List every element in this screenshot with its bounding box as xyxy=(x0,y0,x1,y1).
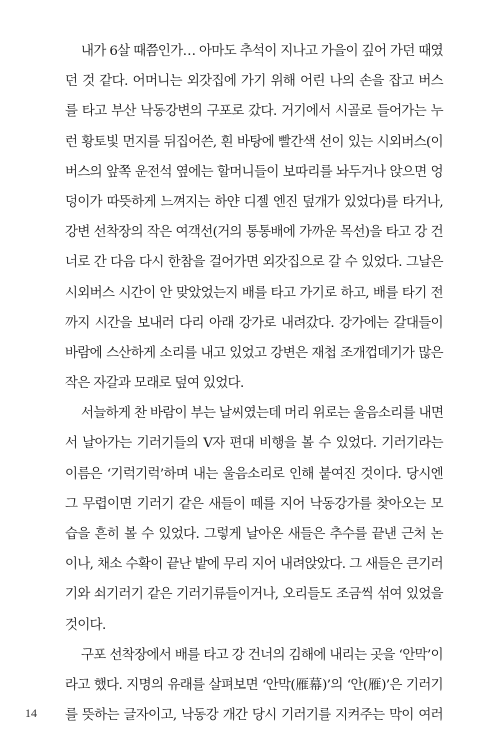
text-line: 구포 선착장에서 배를 타고 강 건너의 김해에 내리는 곳을 ‘안막’이 xyxy=(81,647,443,663)
text-line: 서늘하게 찬 바람이 부는 날씨였는데 머리 위로는 울음소리를 내면 xyxy=(81,406,444,422)
text-line: 강변 선착장의 작은 여객선(거의 통통배에 가까운 목선)을 타고 강 건 xyxy=(65,225,443,241)
text-line: 이름은 ‘기럭기럭’하며 내는 울음소리로 인해 붙여진 것이다. 당시엔 xyxy=(65,466,443,482)
text-line: 서 날아가는 기러기들의 V자 편대 비행을 볼 수 있었다. 기러기라는 xyxy=(65,436,443,452)
text-line: 바람에 스산하게 소리를 내고 있었고 강변은 재첩 조개껍데기가 많은 xyxy=(65,345,443,361)
text-line: 까지 시간을 보내러 다리 아래 강가로 내려갔다. 강가에는 갈대들이 xyxy=(65,315,443,331)
text-line: 버스의 앞쪽 운전석 옆에는 할머니들이 보따리를 놔두거나 앉으면 엉 xyxy=(65,164,443,180)
text-line: 덩이가 따뜻하게 느껴지는 하얀 디젤 엔진 덮개가 있었다)를 타거나, xyxy=(65,194,443,210)
text-line: 를 타고 부산 낙동강변의 구포로 갔다. 거기에서 시골로 들어가는 누 xyxy=(65,104,443,120)
text-line: 를 뜻하는 글자이고, 낙동강 개간 당시 기러기를 지켜주는 막이 여러 xyxy=(65,708,443,724)
text-line: 이나, 채소 수확이 끝난 밭에 무리 지어 내려앉았다. 그 새들은 큰기러 xyxy=(65,557,443,573)
page-number: 14 xyxy=(25,706,37,720)
text-line: 던 것 같다. 어머니는 외갓집에 가기 위해 어린 나의 손을 잡고 버스 xyxy=(65,74,443,90)
text-line: 기와 쇠기러기 같은 기러기류들이거나, 오리들도 조금씩 섞여 있었을 xyxy=(65,587,443,603)
text-line: 너로 간 다음 다시 한참을 걸어가면 외갓집으로 갈 수 있었다. 그날은 xyxy=(65,255,443,271)
text-line: 그 무렵이면 기러기 같은 새들이 떼를 지어 낙동강가를 찾아오는 모 xyxy=(65,496,443,512)
text-line: 라고 했다. 지명의 유래를 살펴보면 ‘안막(雁幕)’의 ‘안(雁)’은 기러기 xyxy=(65,677,443,693)
text-line: 작은 자갈과 모래로 덮여 있었다. xyxy=(65,376,244,392)
text-line: 습을 흔히 볼 수 있었다. 그렇게 날아온 새들은 추수를 끝낸 근처 논 xyxy=(65,527,443,542)
text-line: 런 황토빛 먼지를 뒤집어쓴, 흰 바탕에 빨간색 선이 있는 시외버스(이 xyxy=(65,134,443,150)
body-text xyxy=(65,37,443,731)
text-line: 내가 6살 때쯤인가… 아마도 추석이 지나고 가을이 깊어 가던 때였 xyxy=(81,44,444,59)
text-line: 시외버스 시간이 안 맞았었는지 배를 타고 가기로 하고, 배를 타기 전 xyxy=(65,285,443,301)
text-line: 것이다. xyxy=(65,617,106,633)
